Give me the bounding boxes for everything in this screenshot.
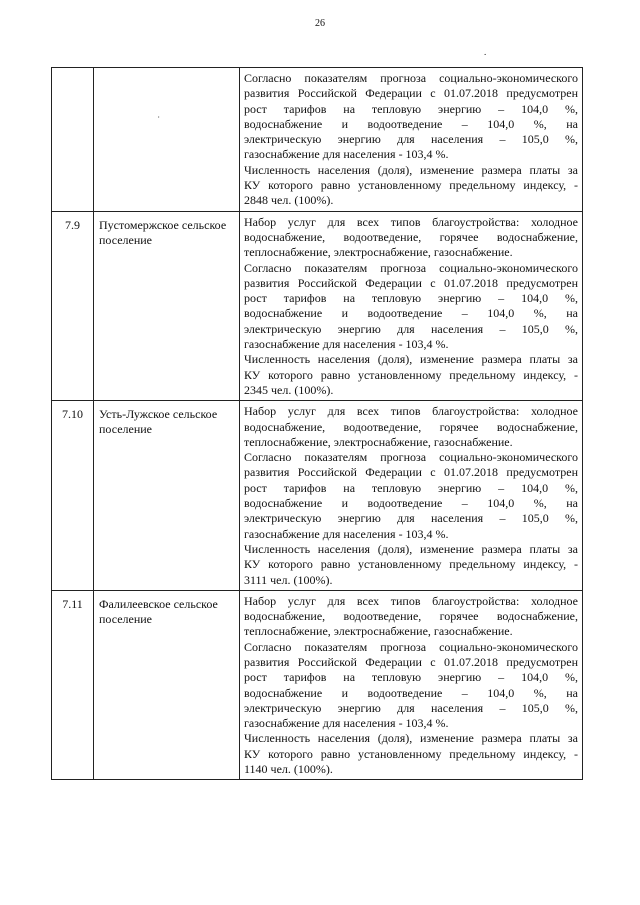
description-line: 2345 чел. (100%). bbox=[244, 382, 334, 397]
row-description bbox=[240, 211, 583, 401]
description-line: Набор услуг для всех типов благоустройства: холодное bbox=[244, 214, 578, 229]
description-line: развития Российской Федерации с 01.07.2018 предусмотрен bbox=[244, 654, 578, 669]
description-line: водоснабжение и водоотведение – 104,0 %, на bbox=[244, 685, 578, 700]
description-line: Численность населения (доля), изменение размера платы за bbox=[244, 352, 578, 367]
description-line: водоснабжение и водоотведение – 104,0 %, на bbox=[244, 116, 578, 131]
description-line: рост тарифов на тепловую энергию – 104,0 %, bbox=[244, 101, 578, 116]
description-line: КУ которого равно установленному предельному индексу, - bbox=[244, 746, 578, 761]
description-line: электрическую энергию для населения – 105,0 %, bbox=[244, 511, 578, 526]
description-line: 3111 чел. (100%). bbox=[244, 572, 333, 587]
description-line: КУ которого равно установленному предельному индексу, - bbox=[244, 367, 578, 382]
description-line: электрическую энергию для населения – 105,0 %, bbox=[244, 700, 578, 715]
description-line: рост тарифов на тепловую энергию – 104,0 %, bbox=[244, 480, 578, 495]
row-number: 7.9 bbox=[52, 211, 94, 401]
description-line: Согласно показателям прогноза социально-экономического bbox=[244, 450, 578, 465]
stray-mark: · bbox=[157, 113, 160, 122]
description-line: рост тарифов на тепловую энергию – 104,0 %, bbox=[244, 291, 578, 306]
settlement-name: Фалилеевское сельское поселение bbox=[94, 590, 240, 780]
description-line: КУ которого равно установленному предельному индексу, - bbox=[244, 557, 578, 572]
description-line: Набор услуг для всех типов благоустройства: холодное bbox=[244, 404, 578, 419]
description-line: Согласно показателям прогноза социально-экономического bbox=[244, 639, 578, 654]
page-number: 26 bbox=[315, 18, 325, 29]
top-mark: . bbox=[484, 47, 487, 57]
description-line: теплоснабжение, электроснабжение, газоснабжение. bbox=[244, 624, 513, 639]
description-line: развития Российской Федерации с 01.07.2018 предусмотрен bbox=[244, 465, 578, 480]
description-line: газоснабжение для населения - 103,4 %. bbox=[244, 147, 449, 162]
row-description bbox=[240, 68, 583, 212]
description-line: рост тарифов на тепловую энергию – 104,0 %, bbox=[244, 670, 578, 685]
description-line: электрическую энергию для населения – 105,0 %, bbox=[244, 132, 578, 147]
table-row bbox=[52, 401, 583, 591]
table-row bbox=[52, 68, 583, 212]
tariff-table bbox=[51, 67, 583, 780]
settlement-name bbox=[94, 68, 240, 212]
description-line: КУ которого равно установленному предельному индексу, - bbox=[244, 178, 578, 193]
description-line: водоснабжение, водоотведение, горячее водоснабжение, bbox=[244, 419, 578, 434]
description-line: водоснабжение, водоотведение, горячее водоснабжение, bbox=[244, 229, 578, 244]
description-line: газоснабжение для населения - 103,4 %. bbox=[244, 716, 449, 731]
description-line: Численность населения (доля), изменение размера платы за bbox=[244, 731, 578, 746]
description-line: развития Российской Федерации с 01.07.2018 предусмотрен bbox=[244, 86, 578, 101]
description-line: Численность населения (доля), изменение размера платы за bbox=[244, 541, 578, 556]
description-line: 1140 чел. (100%). bbox=[244, 762, 333, 777]
description-line: электрическую энергию для населения – 105,0 %, bbox=[244, 321, 578, 336]
description-line: Согласно показателям прогноза социально-экономического bbox=[244, 71, 578, 85]
description-line: водоснабжение и водоотведение – 104,0 %, на bbox=[244, 496, 578, 511]
row-number bbox=[52, 68, 94, 212]
settlement-name: Усть-Лужское сельское поселение bbox=[94, 401, 240, 591]
row-description bbox=[240, 590, 583, 780]
description-line: развития Российской Федерации с 01.07.2018 предусмотрен bbox=[244, 275, 578, 290]
description-line: Набор услуг для всех типов благоустройства: холодное bbox=[244, 593, 578, 608]
row-number: 7.10 bbox=[52, 401, 94, 591]
settlement-name: Пустомержское сельское поселение bbox=[94, 211, 240, 401]
description-line: водоснабжение и водоотведение – 104,0 %, на bbox=[244, 306, 578, 321]
description-line: газоснабжение для населения - 103,4 %. bbox=[244, 526, 449, 541]
row-description bbox=[240, 401, 583, 591]
description-line: газоснабжение для населения - 103,4 %. bbox=[244, 337, 449, 352]
table-row bbox=[52, 211, 583, 401]
description-line: теплоснабжение, электроснабжение, газоснабжение. bbox=[244, 434, 513, 449]
description-line: водоснабжение, водоотведение, горячее водоснабжение, bbox=[244, 609, 578, 624]
description-line: Численность населения (доля), изменение размера платы за bbox=[244, 162, 578, 177]
table-row bbox=[52, 590, 583, 780]
description-line: теплоснабжение, электроснабжение, газоснабжение. bbox=[244, 245, 513, 260]
description-line: Согласно показателям прогноза социально-экономического bbox=[244, 260, 578, 275]
row-number: 7.11 bbox=[52, 590, 94, 780]
description-line: 2848 чел. (100%). bbox=[244, 193, 334, 208]
table-body bbox=[52, 68, 583, 780]
